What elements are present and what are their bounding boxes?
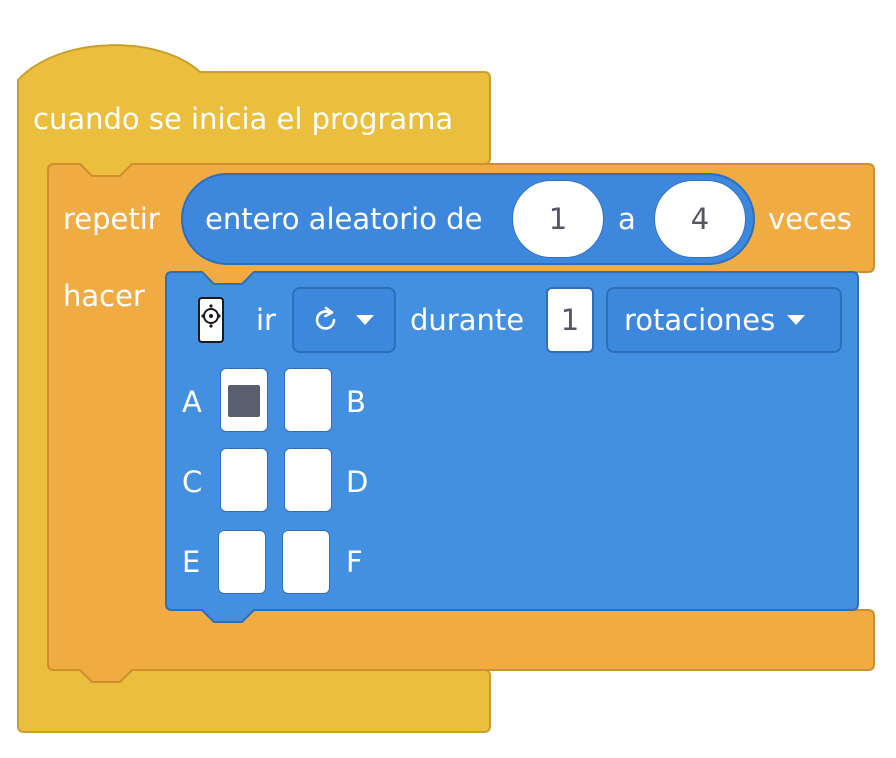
hub-icon [198,297,224,343]
chevron-down-icon [356,315,374,325]
port-e-toggle[interactable] [218,530,266,594]
port-d-label: D [346,465,369,499]
amount-input[interactable]: 1 [546,287,594,353]
random-integer-label: entero aleatorio de [205,202,483,236]
port-f-label: F [346,545,363,579]
port-b-toggle[interactable] [284,368,332,432]
port-d-toggle[interactable] [284,448,332,512]
port-a-toggle[interactable] [220,368,268,432]
chevron-down-icon [787,315,805,325]
unit-dropdown-label: rotaciones [624,303,776,337]
port-f-toggle[interactable] [282,530,330,594]
random-to-input[interactable]: 4 [654,180,746,258]
for-label: durante [410,303,525,337]
do-label: hacer [63,279,145,313]
repeat-label: repetir [63,202,160,236]
clockwise-arrow-icon [312,306,340,334]
hub-icon-glyph [200,299,222,341]
hat-block-label: cuando se inicia el programa [33,102,454,136]
unit-dropdown[interactable] [606,287,842,353]
go-label: ir [256,303,276,337]
port-b-label: B [346,385,366,419]
times-label: veces [768,202,852,236]
port-a-label: A [182,385,202,419]
port-c-label: C [182,465,203,499]
random-from-input[interactable]: 1 [512,180,604,258]
direction-dropdown[interactable] [292,287,396,353]
port-e-label: E [182,545,201,579]
port-c-toggle[interactable] [220,448,268,512]
random-connector-label: a [618,202,636,236]
